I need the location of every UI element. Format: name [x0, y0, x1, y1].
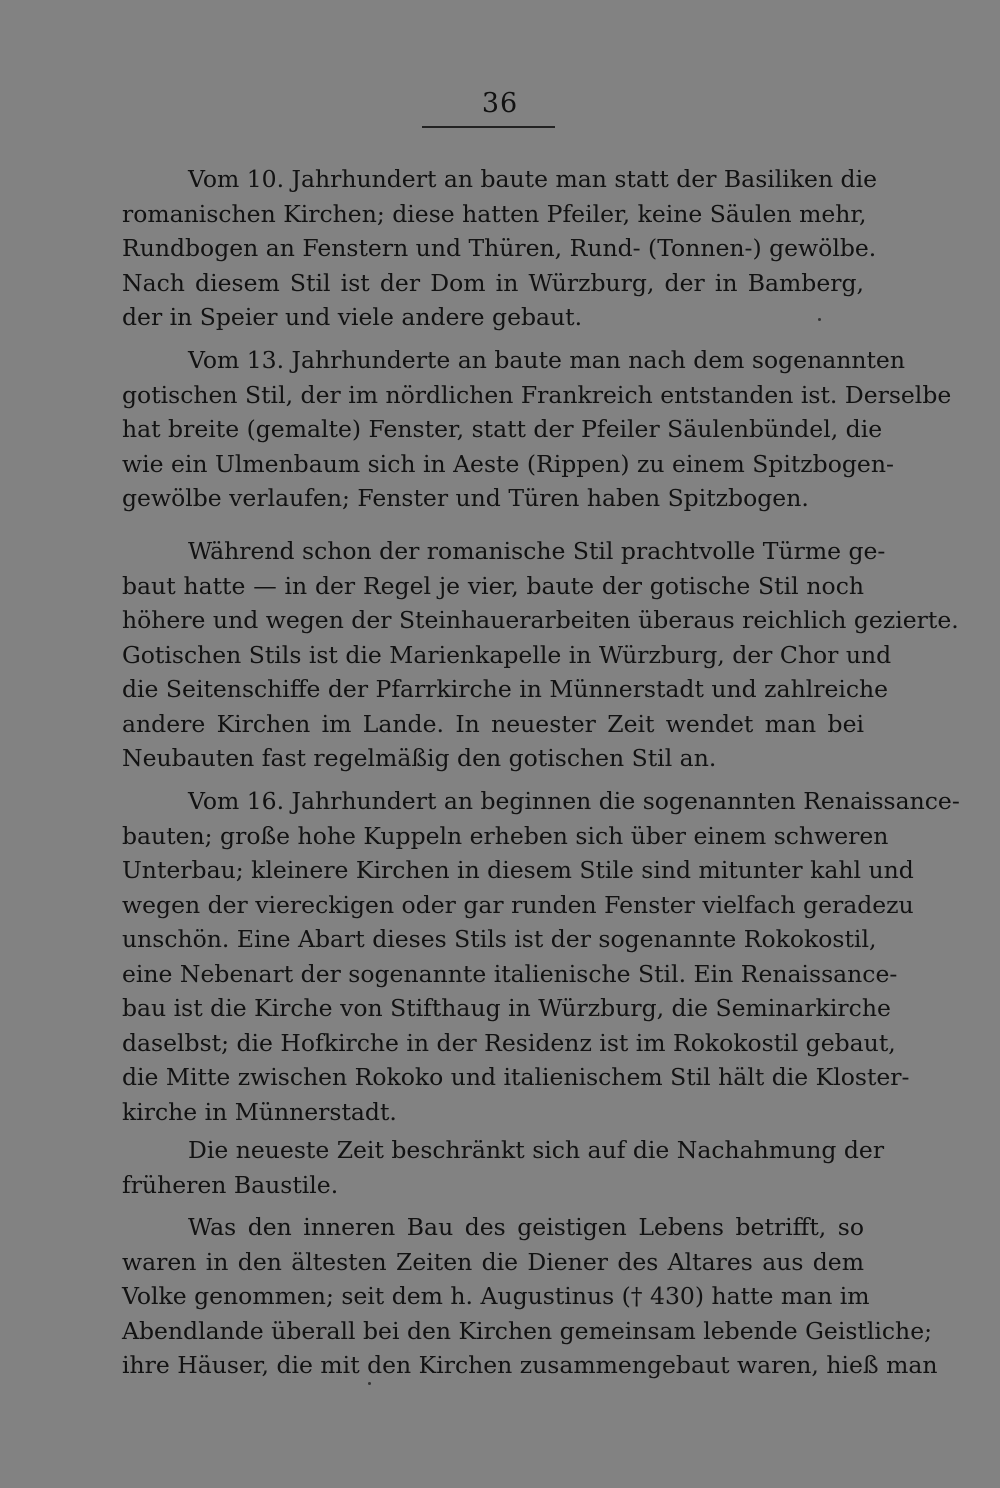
text-line: daselbst; die Hofkirche in der Residenz ist im Rokokostil gebaut,: [122, 1028, 896, 1057]
text-line: baut hatte — in der Regel je vier, baute der gotische Stil noch: [122, 571, 864, 600]
paragraph-romanesque: [122, 162, 878, 335]
text-line: Vom 16. Jahrhundert an beginnen die sogenannten Renaissance-: [188, 787, 960, 815]
text-line: höhere und wegen der Steinhauerarbeiten überaus reichlich gezierte.: [122, 606, 959, 634]
text-line: romanischen Kirchen; diese hatten Pfeiler, keine Säulen mehr,: [122, 199, 867, 228]
text-line: Nach diesem Stil ist der Dom in Würzburg, der in Bamberg,: [122, 268, 864, 297]
text-line: Während schon der romanische Stil prachtvolle Türme ge-: [188, 537, 886, 565]
text-line: Unterbau; kleinere Kirchen in diesem Stile sind mitunter kahl und: [122, 856, 914, 884]
paragraph-towers: [122, 534, 959, 776]
text-line: kirche in Münnerstadt.: [122, 1097, 397, 1126]
text-line: wegen der viereckigen oder gar runden Fenster vielfach geradezu: [122, 890, 914, 919]
text-line: unschön. Eine Abart dieses Stils ist der sogenannte Rokokostil,: [122, 925, 877, 953]
paragraph-clergy: [122, 1210, 938, 1383]
text-line: Was den inneren Bau des geistigen Lebens betrifft, so: [188, 1213, 864, 1241]
text-line: Rundbogen an Fenstern und Thüren, Rund- (Tonnen-) gewölbe.: [122, 234, 877, 262]
print-speck: [368, 1382, 371, 1385]
paragraph-renaissance: [122, 784, 960, 1129]
text-line: eine Nebenart der sogenannte italienische Stil. Ein Renaissance-: [122, 959, 898, 988]
text-line: der in Speier und viele andere gebaut.: [122, 303, 583, 331]
text-line: Vom 13. Jahrhunderte an baute man nach dem sogenannten: [188, 346, 905, 374]
page-number: 36: [481, 88, 519, 119]
paragraph-gothic: [122, 343, 952, 516]
text-line: Die neueste Zeit beschränkt sich auf die Nachahmung der: [188, 1136, 885, 1164]
text-line: ihre Häuser, die mit den Kirchen zusammengebaut waren, hieß man: [122, 1351, 938, 1379]
text-line: hat breite (gemalte) Fenster, statt der Pfeiler Säulenbündel, die: [122, 415, 883, 443]
paragraph-modern: [122, 1133, 885, 1202]
text-line: Volke genommen; seit dem h. Augustinus († 430) hatte man im: [122, 1282, 870, 1310]
text-line: die Mitte zwischen Rokoko und italienischem Stil hält die Kloster-: [122, 1063, 910, 1091]
text-line: waren in den ältesten Zeiten die Diener des Altares aus dem: [122, 1247, 864, 1276]
text-line: Vom 10. Jahrhundert an baute man statt der Basiliken die: [188, 165, 878, 193]
text-line: früheren Baustile.: [122, 1170, 339, 1199]
header-rule: [422, 126, 555, 128]
text-line: andere Kirchen im Lande. In neuester Zeit wendet man bei: [122, 709, 864, 738]
text-line: Gotischen Stils ist die Marienkapelle in Würzburg, der Chor und: [122, 640, 892, 669]
text-line: Abendlande überall bei den Kirchen gemeinsam lebende Geistliche;: [122, 1316, 933, 1345]
text-line: wie ein Ulmenbaum sich in Aeste (Rippen) zu einem Spitzbogen-: [122, 449, 894, 478]
text-line: Neubauten fast regelmäßig den gotischen Stil an.: [122, 744, 717, 772]
text-line: gewölbe verlaufen; Fenster und Türen haben Spitzbogen.: [122, 484, 809, 512]
text-line: gotischen Stil, der im nördlichen Frankreich entstanden ist. Derselbe: [122, 380, 952, 409]
text-line: bauten; große hohe Kuppeln erheben sich über einem schweren: [122, 821, 889, 850]
text-line: die Seitenschiffe der Pfarrkirche in Münnerstadt und zahlreiche: [122, 675, 889, 703]
print-speck: [818, 318, 821, 321]
text-line: bau ist die Kirche von Stifthaug in Würzburg, die Seminarkirche: [122, 994, 891, 1022]
